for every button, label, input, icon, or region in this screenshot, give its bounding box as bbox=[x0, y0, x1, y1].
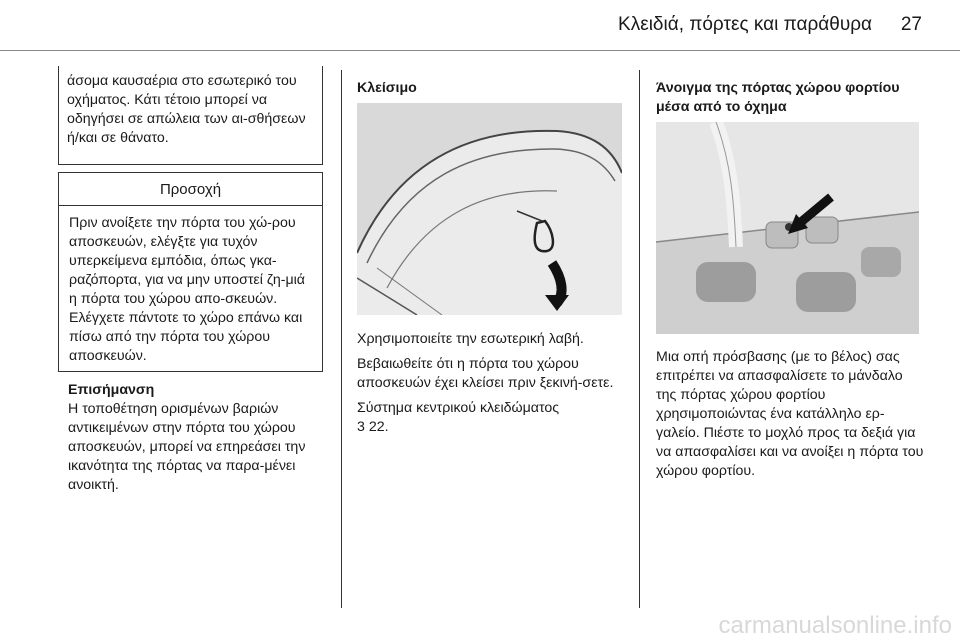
caution-box bbox=[58, 172, 323, 372]
header-rule bbox=[0, 50, 960, 51]
page-number: 27 bbox=[900, 14, 922, 35]
column-divider-right bbox=[639, 70, 640, 608]
page-reference-link[interactable]: 3 22. bbox=[357, 419, 389, 435]
note-text: Η τοποθέτηση ορισμένων βαριών αντικειμένων στην πόρτα του χώρου αποσκευών, μπορεί να επηρεάσει την ικανότητα της πόρτας να παρα-μένει ανοικτή. bbox=[68, 401, 306, 493]
closing-p2: Βεβαιωθείτε ότι η πόρτα του χώρου αποσκευών έχει κλείσει πριν ξεκινή-σετε. bbox=[357, 356, 614, 391]
watermark: carmanualsonline.info bbox=[718, 612, 952, 639]
column-divider-left bbox=[341, 70, 342, 608]
tailgate-illustration bbox=[357, 103, 622, 315]
warning-continuation-text: άσομα καυσαέρια στο εσωτερικό του οχήματος. Κάτι τέτοιο μπορεί να οδηγήσει σε απώλεια των αι-σθήσεων ή/και σε θάνατο. bbox=[67, 73, 306, 146]
closing-p1: Χρησιμοποιείτε την εσωτερική λαβή. bbox=[357, 331, 584, 347]
note-section bbox=[68, 381, 333, 495]
cargo-door-illustration bbox=[656, 122, 919, 334]
closing-text bbox=[357, 330, 632, 437]
caution-title: Προσοχή bbox=[59, 173, 322, 206]
opening-heading: Άνοιγμα της πόρτας χώρου φορτίου μέσα από το όχημα bbox=[656, 80, 900, 115]
opening-text: Μια οπή πρόσβασης (με το βέλος) σας επιτρέπει να απασφαλίσετε το μάνδαλο της πόρτας χώρου φορτίου χρησιμοποιώντας ένα κατάλληλο ερ-γαλείο. Πιέστε το μοχλό προς τα δεξιά για να απασφαλίσει και να ανοίξει η πόρτα του χώρου φορτίου. bbox=[656, 349, 924, 479]
closing-heading: Κλείσιμο bbox=[357, 80, 417, 96]
closing-illustration bbox=[357, 103, 622, 315]
header-title: Κλειδιά, πόρτες και παράθυρα bbox=[618, 14, 872, 35]
opening-illustration bbox=[656, 122, 919, 334]
closing-p3: Σύστημα κεντρικού κλειδώματος bbox=[357, 400, 560, 416]
caution-text: Πριν ανοίξετε την πόρτα του χώ-ρου αποσκευών, ελέγξτε για τυχόν υπερκείμενα εμπόδια, όπως γκα-ραζόπορτα, για να μην υποστεί ζη-μιά η πόρτα του χώρου απο-σκευών. Ελέγχετε πάντοτε το χώρο επάνω και πίσω από την πόρτα του χώρου αποσκευών. bbox=[69, 215, 305, 364]
note-title: Επισήμανση bbox=[68, 382, 155, 398]
warning-continuation-box bbox=[58, 66, 323, 165]
